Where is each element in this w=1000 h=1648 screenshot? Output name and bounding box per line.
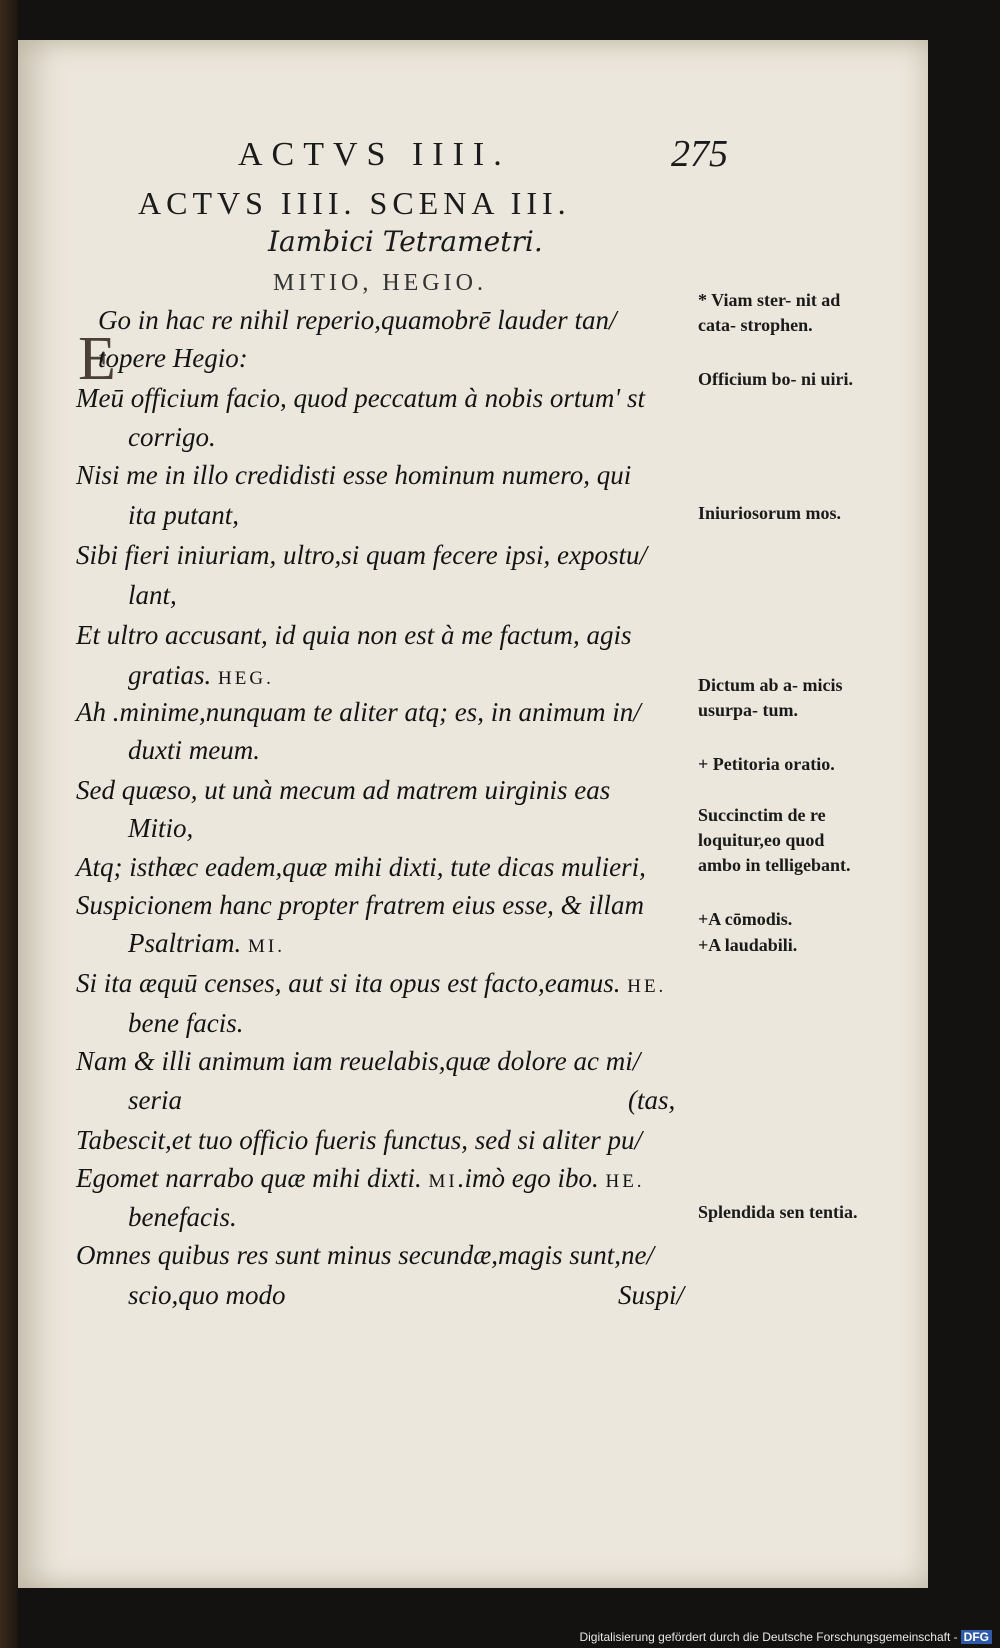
text-line: Suspicionem hanc propter fratrem eius esse, & illam (76, 890, 644, 920)
marginal-note: Succinctim de re loquitur,eo quod ambo in telligebant. (698, 805, 851, 875)
speaker-label: HE. (605, 1171, 645, 1192)
marginal-note: +A cōmodis. (698, 909, 793, 929)
marginal-note: +A laudabili. (698, 935, 798, 955)
text-line: Atq; isthæc eadem,quæ mihi dixti, tute dicas mulieri, (76, 852, 646, 882)
marginal-note: Officium bo- ni uiri. (698, 369, 854, 389)
credit-text: Digitalisierung gefördert durch die Deutsche Forschungsgemeinschaft - (579, 1630, 958, 1644)
text-line: Nisi me in illo credidisti esse hominum numero, qui (76, 460, 632, 490)
text-line: Et ultro accusant, id quia non est à me factum, agis (76, 620, 632, 650)
text-segment: Si ita æquū censes, aut si ita opus est facto,eamus. (76, 968, 621, 998)
text-line: benefacis. (128, 1202, 237, 1232)
running-head (238, 133, 728, 175)
dfg-logo: DFG (961, 1630, 992, 1644)
text-segment: Egomet narrabo quæ mihi dixti. (76, 1163, 422, 1193)
text-line: (tas, (628, 1085, 676, 1115)
text-segment: Psaltriam. (128, 928, 242, 958)
text-line (128, 660, 768, 691)
marginal-note: Dictum ab a- micis usurpa- tum. (698, 675, 843, 720)
text-line: Omnes quibus res sunt minus secundæ,magis sunt,ne/ (76, 1240, 654, 1270)
text-line: bene facis. (128, 1008, 244, 1038)
text-segment: gratias. (128, 660, 212, 690)
text-line: Go in hac re nihil reperio,quamobrē lauder tan/ (98, 305, 617, 335)
text-line: lant, (128, 580, 177, 610)
text-line: Nam & illi animum iam reuelabis,quæ dolore ac mi/ (76, 1046, 641, 1076)
running-head-title: ACTVS IIII. (238, 136, 511, 173)
digitization-credit (579, 1630, 992, 1644)
text-line (76, 1163, 716, 1194)
text-line: corrigo. (128, 422, 216, 452)
speaker-label: MI. (248, 936, 285, 957)
text-line (76, 968, 716, 999)
speaker-label: MI (428, 1171, 458, 1192)
text-line: Tabescit,et tuo officio fueris functus, sed si aliter pu/ (76, 1125, 642, 1155)
text-line: duxti meum. (128, 735, 260, 765)
scene-heading: ACTVS IIII. SCENA III. (138, 185, 571, 221)
text-line (128, 928, 768, 959)
text-segment: .imò ego ibo. (457, 1163, 599, 1193)
marginal-note: * Viam ster- nit ad cata- strophen. (698, 290, 841, 335)
text-line: Ah .minime,nunquam te aliter atq; es, in animum in/ (76, 697, 641, 727)
book-binding (0, 0, 18, 1648)
meter-label: Iambici Tetrametri. (268, 225, 543, 258)
marginal-note: Splendida sen tentia. (698, 1202, 858, 1222)
text-line: Mitio, (128, 813, 194, 843)
marginal-note: Iniuriosorum mos. (698, 503, 842, 523)
speaker-label: HE. (627, 976, 667, 997)
text-line: ita putant, (128, 500, 240, 530)
dramatis-personae: MITIO, HEGIO. (273, 270, 487, 296)
page-number: 275 (671, 133, 728, 175)
book-page (18, 40, 928, 1588)
text-line: topere Hegio: (98, 343, 248, 373)
drop-cap-initial: E (78, 325, 116, 393)
marginal-note: + Petitoria oratio. (698, 754, 835, 774)
text-line: Meū officium facio, quod peccatum à nobis ortum' st (76, 383, 645, 413)
text-line: scio,quo modo (128, 1280, 286, 1310)
text-line: seria (128, 1085, 182, 1115)
speaker-label: HEG. (218, 668, 274, 689)
text-line: Sed quæso, ut unà mecum ad matrem uirginis eas (76, 775, 611, 805)
text-line: Sibi fieri iniuriam, ultro,si quam fecere ipsi, expostu/ (76, 540, 647, 570)
text-line: Suspi/ (618, 1280, 685, 1310)
